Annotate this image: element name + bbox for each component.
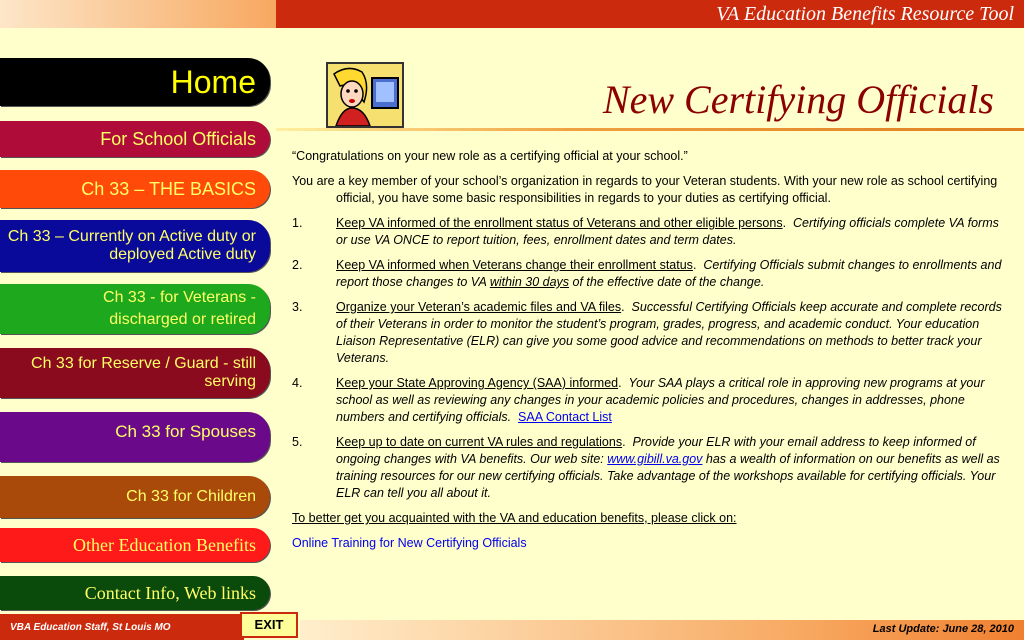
gibill-website-link[interactable]: www.gibill.va.gov: [607, 452, 703, 466]
header-left-band: [0, 0, 276, 28]
list-number: 1.: [292, 216, 303, 230]
nav-home[interactable]: [0, 58, 270, 106]
nav-contact-info[interactable]: [0, 576, 270, 610]
footer-update-bar: [300, 620, 1024, 640]
nav-ch33-veterans[interactable]: [0, 284, 270, 334]
nav-school-officials[interactable]: [0, 121, 270, 157]
nav-label: Ch 33 for Spouses: [115, 422, 256, 441]
list-number: 4.: [292, 376, 303, 390]
nav-label: Ch 33 for Children: [126, 488, 256, 505]
nav-ch33-basics[interactable]: [0, 170, 270, 208]
list-body: Provide your ELR with your email address to keep informed of ongoing changes with VA benefits. Our web site:: [336, 435, 976, 466]
list-body: Successful Certifying Officials keep accurate and complete records of their Veterans in order to monitor the student’s program, grades, progress, and academic conduct. Your education Liaison Representative (ELR) can give you some good advice and recommendations on methods to better track your Veterans.: [336, 300, 1002, 365]
nav-ch33-spouses[interactable]: [0, 412, 270, 462]
main-content: [292, 148, 1012, 560]
list-item: 2. Keep VA informed when Veterans change their enrollment status. Certifying Officials submit changes to enrollments and report those changes to VA within 30 days of the effective date of the change.: [292, 258, 1002, 289]
nav-label: Ch 33 – THE BASICS: [81, 178, 256, 199]
list-body: Certifying Officials submit changes to enrollments and report those changes to VA: [336, 258, 1002, 289]
nav-label: For School Officials: [100, 128, 256, 149]
nav-ch33-children[interactable]: [0, 476, 270, 518]
saa-contact-list-link[interactable]: SAA Contact List: [518, 410, 612, 424]
nav-label: Ch 33 for Reserve / Guard - still serving: [31, 355, 256, 390]
list-number: 3.: [292, 300, 303, 314]
page-title: New Certifying Officials: [602, 77, 994, 122]
exit-button[interactable]: EXIT: [240, 612, 298, 638]
intro-paragraph: You are a key member of your school’s organization in regards to your Veteran students. With your new role as school certifying official, you have some basic responsibilities in regards to your duties as certifying official.: [292, 174, 998, 205]
list-heading: Keep VA informed when Veterans change their enrollment status: [336, 258, 693, 272]
list-body: Your SAA plays a critical role in approving new programs at your school as well as reviewing any changes in your academic policies and procedures, changes in addresses, phone numbers and certifying officials.: [336, 376, 985, 424]
list-number: 5.: [292, 435, 303, 449]
last-update-text: Last Update: June 28, 2010: [872, 623, 1014, 635]
list-heading: Keep your State Approving Agency (SAA) informed: [336, 376, 619, 390]
nav-ch33-reserve-guard[interactable]: [0, 348, 270, 398]
nav-other-benefits[interactable]: [0, 528, 270, 562]
footer-staff-text: VBA Education Staff, St Louis MO: [10, 622, 171, 633]
nav-label: Ch 33 – Currently on Active duty or deployed Active duty: [7, 228, 256, 263]
list-body-emphasis: within 30 days: [489, 275, 570, 289]
list-body: Certifying officials complete VA forms or use VA ONCE to report tuition, fees, enrollment dates and term dates.: [336, 216, 999, 247]
footer-staff-bar: [0, 614, 244, 640]
list-number: 2.: [292, 258, 303, 272]
list-heading: Keep up to date on current VA rules and regulations: [336, 435, 623, 449]
app-title: VA Education Benefits Resource Tool: [716, 3, 1014, 25]
nav-label: Home: [170, 63, 256, 100]
list-item: 3. Organize your Veteran’s academic files and VA files. Successful Certifying Officials keep accurate and complete records of their Veterans in order to monitor the student’s program, grades, progress, and academic conduct. Your education Liaison Representative (ELR) can give you some good advice and recommendations on methods to better track your Veterans.: [292, 300, 1002, 365]
list-heading: Organize your Veteran’s academic files and VA files: [336, 300, 622, 314]
header-bar: [276, 0, 1024, 28]
list-item: 5. Keep up to date on current VA rules and regulations. Provide your ELR with your email address to keep informed of ongoing changes with VA benefits. Our web site: www.gibill.va.gov has a wealth of information on our benefits as well as training resources for our new certifying officials. Take advantage of the workshops available for certifying officials. Your ELR can tell you all about it.: [292, 435, 1000, 500]
list-item: 1. Keep VA informed of the enrollment status of Veterans and other eligible persons. Certifying officials complete VA forms or use VA ONCE to report tuition, fees, enrollment dates and term dates.: [292, 216, 999, 247]
list-body: has a wealth of information on our benefits as well as training resources for our new certifying officials. Take advantage of the workshops available for certifying officials. Your ELR can tell you all about it.: [336, 452, 1000, 500]
woman-at-computer-icon: [326, 62, 404, 128]
list-body: of the effective date of the change.: [569, 275, 765, 289]
closing-text: To better get you acquainted with the VA and education benefits, please click on:: [292, 511, 737, 525]
nav-label: Ch 33 - for Veterans - discharged or retired: [103, 289, 256, 328]
nav-label: Other Education Benefits: [73, 534, 256, 555]
nav-label: Contact Info, Web links: [84, 582, 256, 603]
online-training-link[interactable]: Online Training for New Certifying Officials: [292, 536, 527, 550]
intro-text: “Congratulations on your new role as a certifying official at your school.”: [292, 149, 688, 163]
nav-ch33-active-duty[interactable]: [0, 220, 270, 272]
list-item: 4. Keep your State Approving Agency (SAA) informed. Your SAA plays a critical role in approving new programs at your school as well as reviewing any changes in your academic policies and procedures, changes in addresses, phone numbers and certifying officials. SAA Contact List: [292, 376, 985, 424]
title-divider: [276, 128, 1024, 131]
list-heading: Keep VA informed of the enrollment status of Veterans and other eligible persons: [336, 216, 783, 230]
